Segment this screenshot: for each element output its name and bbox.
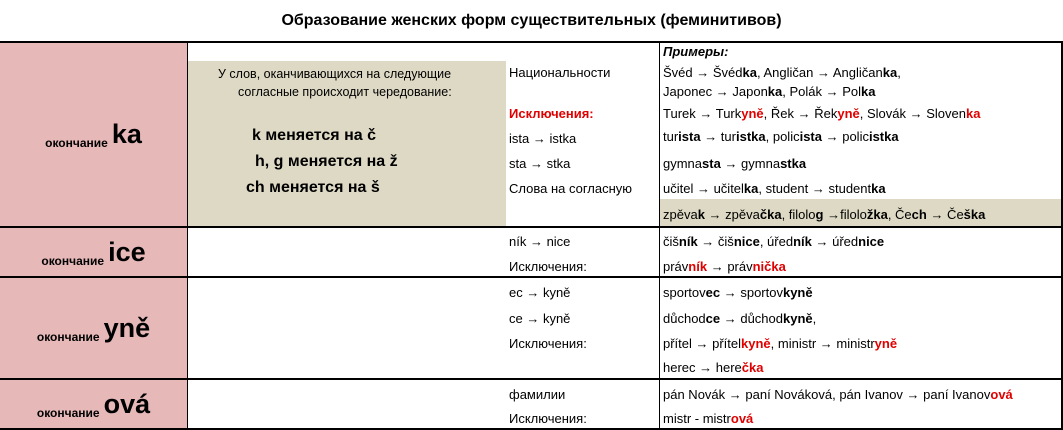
section-ova bbox=[0, 380, 1063, 428]
example-row: Turek → Turkyně, Řek → Řekyně, Slovák → Slovenka bbox=[663, 106, 981, 121]
example-row: důchodce → důchodkyně, bbox=[663, 311, 817, 326]
rule-h-g: h, g меняется на ž bbox=[255, 153, 398, 170]
category-exceptions: Исключения: bbox=[509, 106, 594, 121]
rule-ch: ch меняется на š bbox=[246, 179, 380, 196]
category-exceptions: Исключения: bbox=[509, 336, 587, 351]
rules-note-line2: согласные происходит чередование: bbox=[238, 85, 452, 99]
rules-note-line1: У слов, оканчивающихся на следующие bbox=[218, 67, 452, 81]
ending-label-yne bbox=[0, 278, 188, 378]
example-row: Švéd → Švédka, Angličan → Angličanka, bbox=[663, 65, 901, 80]
ending-suffix: ová bbox=[103, 388, 151, 419]
section-ice bbox=[0, 228, 1063, 276]
example-row: pán Novák → paní Nováková, pán Ivanov → paní Ivanovová bbox=[663, 387, 1013, 402]
example-row: mistr - mistrová bbox=[663, 411, 754, 426]
example-row: Japonec → Japonka, Polák → Polka bbox=[663, 84, 876, 99]
example-row: sportovec → sportovkyně bbox=[663, 285, 813, 300]
category-ec: ec → kyně bbox=[509, 285, 571, 300]
section-yne bbox=[0, 278, 1063, 378]
example-row: čišník → čišnice, úředník → úřednice bbox=[663, 234, 885, 249]
ending-suffix: ice bbox=[108, 236, 146, 267]
ending-prefix: окончание bbox=[41, 253, 105, 268]
example-row: přítel → přítelkyně, ministr → ministryně bbox=[663, 336, 898, 351]
page-title: Образование женских форм существительных (феминитивов) bbox=[281, 12, 782, 29]
example-row: zpěvak → zpěvačka, filolog →filoložka, Čech → Češka bbox=[663, 207, 986, 222]
ending-label-ova bbox=[0, 380, 188, 428]
category-nik: ník → nice bbox=[509, 234, 571, 249]
category-exceptions: Исключения: bbox=[509, 259, 587, 274]
category-sta: sta → stka bbox=[509, 156, 571, 171]
section-ka bbox=[0, 43, 1063, 226]
ending-suffix: ka bbox=[111, 119, 142, 149]
rule-k: k меняется на č bbox=[252, 127, 376, 144]
ending-label-ka bbox=[0, 43, 188, 226]
ending-suffix: yně bbox=[103, 312, 151, 343]
category-nationalities: Национальности bbox=[509, 65, 611, 80]
example-row: turista → turistka, policista → policistka bbox=[663, 129, 899, 144]
example-row: gymnasta → gymnastka bbox=[663, 156, 807, 171]
category-surnames: фамилии bbox=[509, 387, 566, 402]
ending-label-ice bbox=[0, 228, 188, 276]
ending-prefix: окончание bbox=[36, 405, 100, 420]
examples-header: Примеры: bbox=[663, 44, 729, 59]
example-row: herec → herečka bbox=[663, 360, 764, 375]
category-consonant: Слова на согласную bbox=[509, 181, 633, 196]
category-ce: ce → kyně bbox=[509, 311, 571, 326]
category-ista: ista → istka bbox=[509, 131, 577, 146]
ending-prefix: окончание bbox=[45, 136, 108, 150]
example-row: právník → právnička bbox=[663, 259, 786, 274]
example-row: učitel → učitelka, student → studentka bbox=[663, 181, 886, 196]
category-exceptions: Исключения: bbox=[509, 411, 587, 426]
ending-prefix: окончание bbox=[36, 329, 100, 344]
